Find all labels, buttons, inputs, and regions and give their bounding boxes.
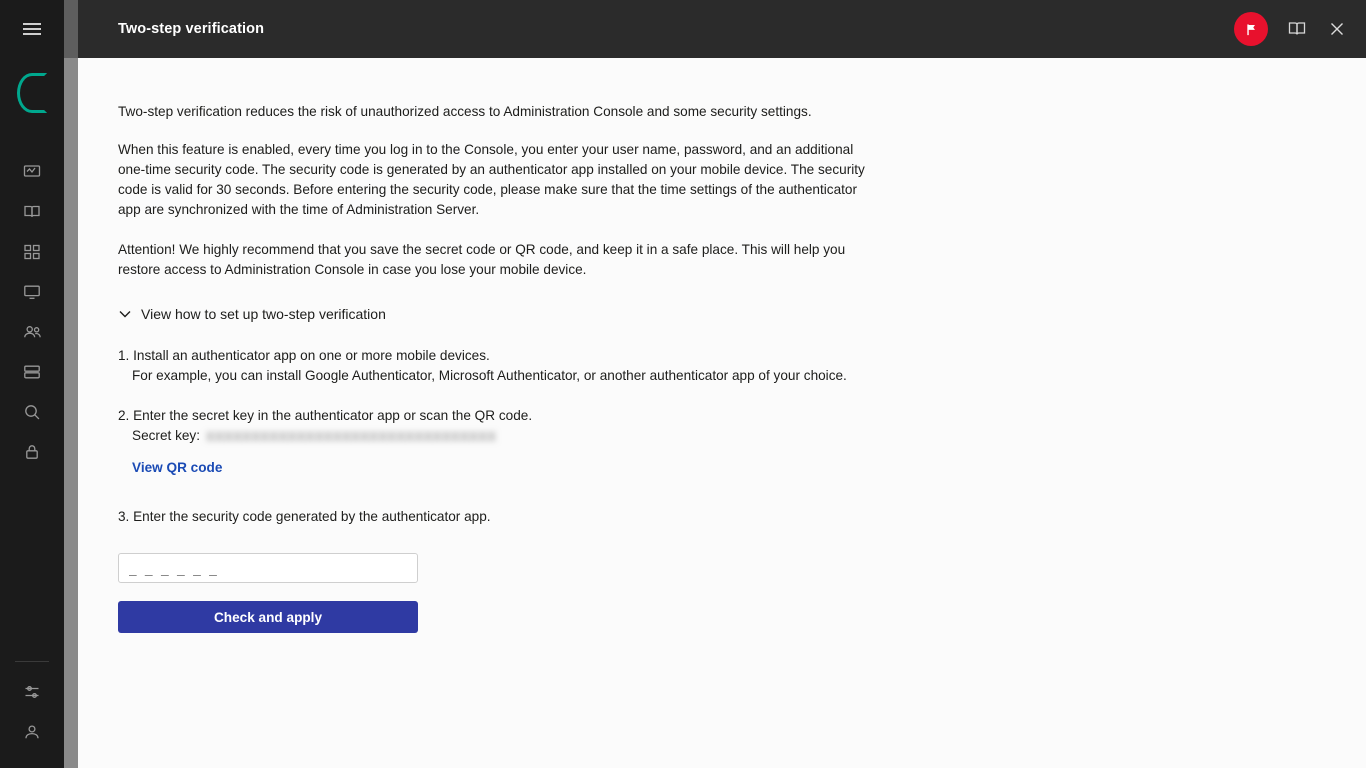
rail-item-discovery[interactable] bbox=[0, 392, 64, 432]
rail-divider bbox=[15, 661, 49, 662]
menu-toggle-button[interactable] bbox=[0, 0, 64, 58]
rail-item-reports[interactable] bbox=[0, 192, 64, 232]
secret-key-label: Secret key: bbox=[132, 428, 200, 443]
blade-body bbox=[78, 58, 1366, 768]
page-title: Two-step verification bbox=[118, 21, 265, 37]
rail-item-users[interactable] bbox=[0, 312, 64, 352]
setup-instructions-toggle[interactable] bbox=[118, 306, 386, 322]
check-and-apply-button[interactable]: Check and apply bbox=[118, 601, 418, 633]
step-1-detail: For example, you can install Google Authenticator, Microsoft Authenticator, or another authenticator app of your choice. bbox=[132, 368, 847, 383]
left-icon-rail bbox=[0, 0, 64, 768]
intro-paragraph-3: Attention! We highly recommend that you save the secret code or QR code, and keep it in a safe place. This will help you restore access to Administration Console in case you lose your mobile device. bbox=[118, 242, 846, 277]
book-help-icon bbox=[1287, 19, 1307, 39]
step-3-title: 3. Enter the security code generated by the authenticator app. bbox=[118, 509, 491, 524]
secret-key-value[interactable]: XXXXXXXXXXXXXXXXXXXXXXXXXXXXXXXX bbox=[206, 428, 497, 444]
content-column bbox=[118, 102, 1018, 633]
step-2-title: 2. Enter the secret key in the authenticator app or scan the QR code. bbox=[118, 408, 533, 423]
avatar[interactable] bbox=[1234, 12, 1268, 46]
rail-bottom-items bbox=[0, 655, 64, 768]
rail-item-devices[interactable] bbox=[0, 272, 64, 312]
rail-item-monitoring[interactable] bbox=[0, 152, 64, 192]
book-icon bbox=[23, 203, 41, 221]
intro-paragraph-1: Two-step verification reduces the risk of unauthorized access to Administration Console and some security settings. bbox=[118, 104, 812, 119]
page-backdrop bbox=[64, 0, 78, 768]
page-backdrop-top bbox=[64, 0, 78, 58]
hamburger-icon bbox=[23, 23, 41, 35]
app-logo bbox=[0, 58, 64, 128]
two-step-verification-blade bbox=[78, 0, 1366, 768]
secret-key-row bbox=[118, 426, 1018, 446]
step-1 bbox=[118, 346, 1018, 386]
step-1-title: 1. Install an authenticator app on one or more mobile devices. bbox=[118, 348, 490, 363]
settings-sliders-icon bbox=[23, 683, 41, 701]
display-icon bbox=[23, 283, 41, 301]
step-3 bbox=[118, 507, 1018, 527]
close-icon bbox=[1328, 20, 1346, 38]
users-icon bbox=[23, 323, 42, 341]
lock-icon bbox=[23, 443, 41, 461]
kaspersky-logo-icon bbox=[17, 73, 47, 113]
rail-item-repositories[interactable] bbox=[0, 352, 64, 392]
step-2 bbox=[118, 406, 1018, 477]
search-icon bbox=[23, 403, 41, 421]
grid-icon bbox=[23, 243, 41, 261]
rail-items bbox=[0, 152, 64, 655]
server-icon bbox=[23, 363, 41, 381]
chevron-down-icon bbox=[118, 307, 132, 321]
account-icon bbox=[23, 723, 41, 741]
rail-item-account[interactable] bbox=[0, 712, 64, 752]
setup-instructions-label: View how to set up two-step verification bbox=[141, 306, 386, 322]
flag-avatar-icon bbox=[1244, 22, 1259, 37]
blade-header bbox=[78, 0, 1366, 58]
rail-item-security[interactable] bbox=[0, 432, 64, 472]
monitoring-icon bbox=[23, 163, 41, 181]
security-code-input[interactable] bbox=[118, 553, 418, 583]
rail-item-assets[interactable] bbox=[0, 232, 64, 272]
rail-item-settings[interactable] bbox=[0, 672, 64, 712]
view-qr-code-link[interactable]: View QR code bbox=[132, 460, 223, 475]
close-button[interactable] bbox=[1326, 18, 1348, 40]
intro-paragraph-2: When this feature is enabled, every time you log in to the Console, you enter your user name, password, and an additional one-time security code. The security code is generated by an authenticator app installed on your mobile device. The security code is valid for 30 seconds. Before entering the security code, please make sure that the time settings of the authenticator app are synchronized with the time of Administration Server. bbox=[118, 142, 865, 217]
header-actions bbox=[1234, 12, 1348, 46]
help-button[interactable] bbox=[1286, 18, 1308, 40]
